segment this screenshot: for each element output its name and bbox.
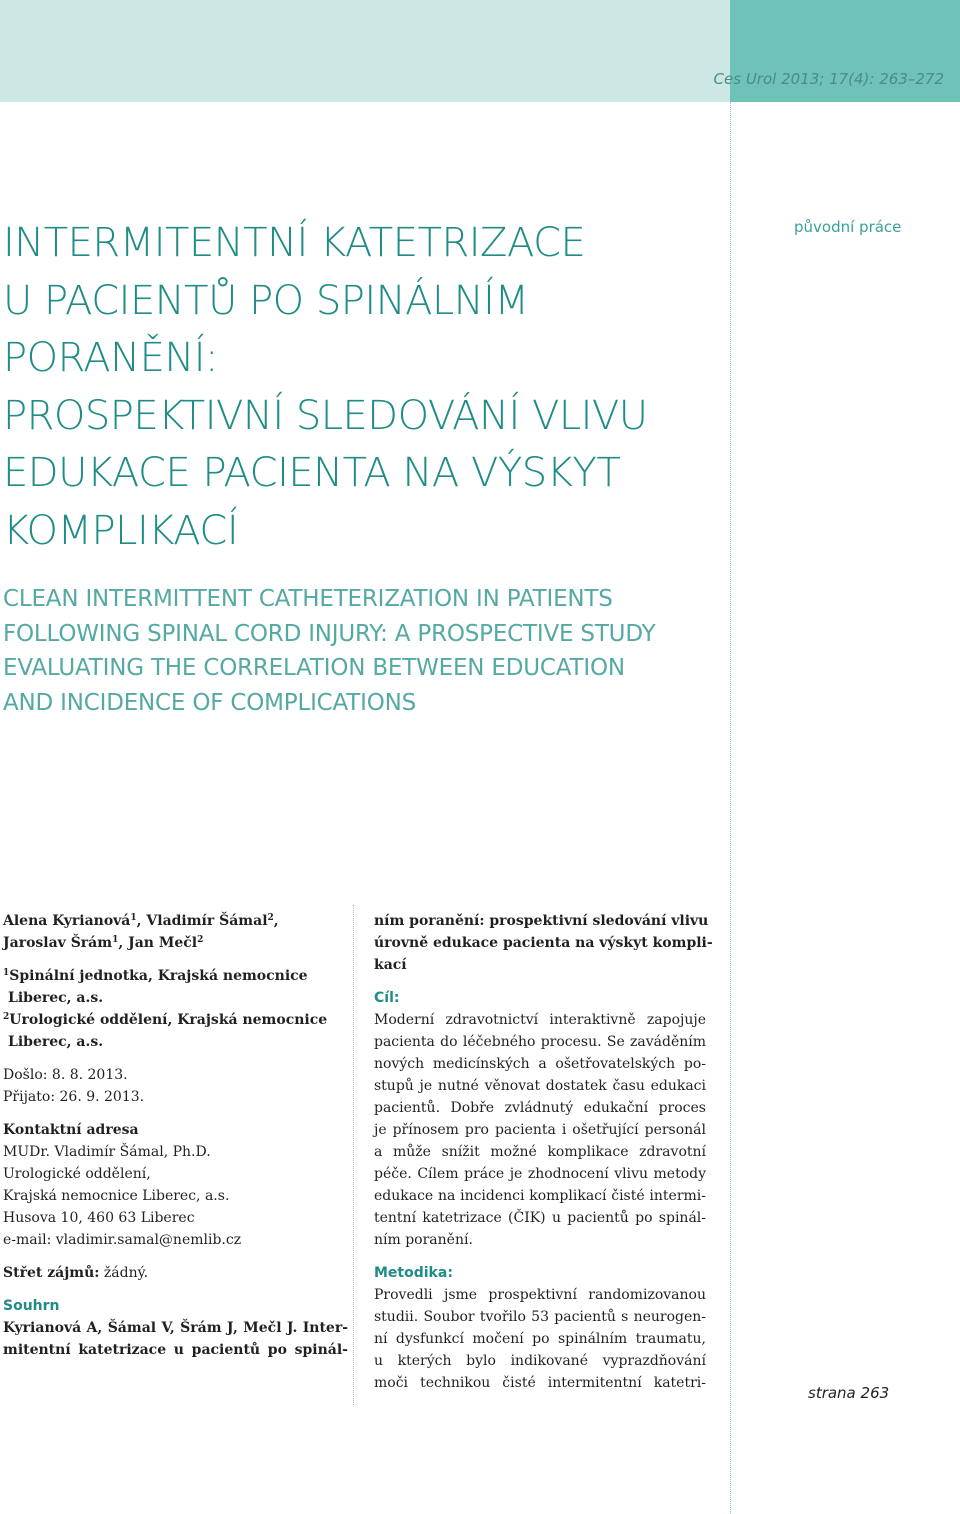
summary-reference-cont: kací bbox=[374, 957, 407, 973]
right-column bbox=[374, 910, 713, 1394]
title-en-line: EVALUATING THE CORRELATION BETWEEN EDUCATION bbox=[3, 655, 625, 681]
methods-text: Provedli jsme prospektivní randomizovanou bbox=[374, 1287, 706, 1303]
title-en-line: CLEAN INTERMITTENT CATHETERIZATION IN PATIENTS bbox=[3, 586, 613, 612]
left-column bbox=[3, 910, 348, 1361]
page-number: strana 263 bbox=[808, 1384, 890, 1402]
title-czech bbox=[3, 215, 723, 560]
author-affil-mark: 2 bbox=[267, 913, 274, 923]
summary-reference-cont: ním poranění: prospektivní sledování vlivu bbox=[374, 913, 709, 929]
affil-mark: 2 bbox=[3, 1012, 10, 1022]
affiliation-2: $^2$Urologické oddělení, Krajská nemocnice bbox=[3, 1012, 328, 1028]
author-affil-mark: 2 bbox=[197, 935, 204, 945]
title-cz-line: PORANĚNÍ: bbox=[3, 335, 219, 381]
aim-text: tentní katetrizace (ČIK) u pacientů po spinál- bbox=[374, 1210, 706, 1226]
author-separator: , bbox=[273, 913, 279, 929]
conflict-value: žádný. bbox=[99, 1265, 149, 1281]
date-received: Došlo: 8. 8. 2013. bbox=[3, 1067, 128, 1083]
affil-mark: 1 bbox=[3, 968, 10, 978]
aim-text: edukace na incidenci komplikací čisté intermi- bbox=[374, 1188, 706, 1204]
journal-citation: Ces Urol 2013; 17(4): 263–272 bbox=[713, 70, 944, 88]
title-cz-line: EDUKACE PACIENTA NA VÝSKYT bbox=[3, 450, 621, 496]
aim-text: stupů je nutné věnovat dostatek času edukaci bbox=[374, 1078, 706, 1094]
title-en-line: AND INCIDENCE OF COMPLICATIONS bbox=[3, 689, 417, 716]
aim-text: Moderní zdravotnictví interaktivně zapojuje bbox=[374, 1012, 706, 1028]
author-name: Alena Kyrianová bbox=[3, 913, 131, 929]
summary-reference: mitentní katetrizace u pacientů po spinál- bbox=[3, 1342, 348, 1358]
methods-text: moči technikou čisté intermitentní katetri- bbox=[374, 1375, 706, 1391]
conflict-of-interest bbox=[3, 1262, 348, 1284]
author-affil-mark: 1 bbox=[130, 913, 137, 923]
aim-text: ním poranění. bbox=[374, 1232, 473, 1248]
aim-heading: Cíl: bbox=[374, 990, 400, 1006]
author-name: Jaroslav Šrám bbox=[3, 935, 113, 951]
contact-email: e-mail: vladimir.samal@nemlib.cz bbox=[3, 1232, 242, 1248]
title-cz-line: PROSPEKTIVNÍ SLEDOVÁNÍ VLIVU bbox=[3, 392, 648, 439]
affiliation-2-cont: Liberec, a.s. bbox=[8, 1034, 104, 1050]
article-category: původní práce bbox=[794, 218, 902, 236]
column-divider bbox=[353, 905, 354, 1405]
contact-line: Urologické oddělení, bbox=[3, 1166, 151, 1182]
contact-heading: Kontaktní adresa bbox=[3, 1122, 139, 1138]
aim-text: pacientů. Dobře zvládnutý edukační proces bbox=[374, 1100, 706, 1116]
aim-text: péče. Cílem práce je zhodnocení vlivu metody bbox=[374, 1166, 706, 1182]
title-cz-line: U PACIENTŮ PO SPINÁLNÍM bbox=[3, 277, 529, 324]
authors-line-2 bbox=[3, 932, 348, 954]
contact-line: Husova 10, 460 63 Liberec bbox=[3, 1210, 195, 1226]
methods-text: u kterých bylo indikované vyprazdňování bbox=[374, 1353, 706, 1369]
summary-reference-cont: úrovně edukace pacienta na výskyt kompli- bbox=[374, 935, 713, 951]
authors-line-1 bbox=[3, 910, 348, 932]
margin-divider bbox=[730, 102, 731, 1514]
contact-line: MUDr. Vladimír Šámal, Ph.D. bbox=[3, 1144, 211, 1160]
methods-text: studii. Soubor tvořilo 53 pacientů s neurogen- bbox=[374, 1309, 706, 1325]
aim-text: a může snížit možné komplikace zdravotní bbox=[374, 1144, 706, 1160]
author-name: , Jan Mečl bbox=[118, 935, 198, 951]
aim-text: pacienta do léčebného procesu. Se zaváděním bbox=[374, 1034, 706, 1050]
aim-text: je přínosem pro pacienta i ošetřující personál bbox=[374, 1122, 706, 1138]
date-accepted: Přijato: 26. 9. 2013. bbox=[3, 1089, 145, 1105]
methods-text: ní dysfunkcí močení po spinálním traumatu, bbox=[374, 1331, 706, 1347]
summary-reference: Kyrianová A, Šámal V, Šrám J, Mečl J. Inter- bbox=[3, 1320, 348, 1336]
conflict-label: Střet zájmů: bbox=[3, 1265, 100, 1281]
contact-line: Krajská nemocnice Liberec, a.s. bbox=[3, 1188, 230, 1204]
methods-heading: Metodika: bbox=[374, 1265, 453, 1281]
summary-heading: Souhrn bbox=[3, 1298, 60, 1314]
aim-text: nových medicínských a ošetřovatelských po- bbox=[374, 1056, 706, 1072]
header-band bbox=[0, 0, 730, 102]
affiliation-1-cont: Liberec, a.s. bbox=[8, 990, 104, 1006]
affiliation-1: $^1$Spinální jednotka, Krajská nemocnice bbox=[3, 968, 308, 984]
title-cz-line: KOMPLIKACÍ bbox=[3, 507, 239, 554]
title-cz-line: INTERMITENTNÍ KATETRIZACE bbox=[3, 220, 586, 266]
author-name: , Vladimír Šámal bbox=[136, 913, 268, 929]
title-english bbox=[3, 582, 723, 720]
title-en-line: FOLLOWING SPINAL CORD INJURY: A PROSPECTIVE STUDY bbox=[3, 620, 656, 647]
author-affil-mark: 1 bbox=[112, 935, 119, 945]
